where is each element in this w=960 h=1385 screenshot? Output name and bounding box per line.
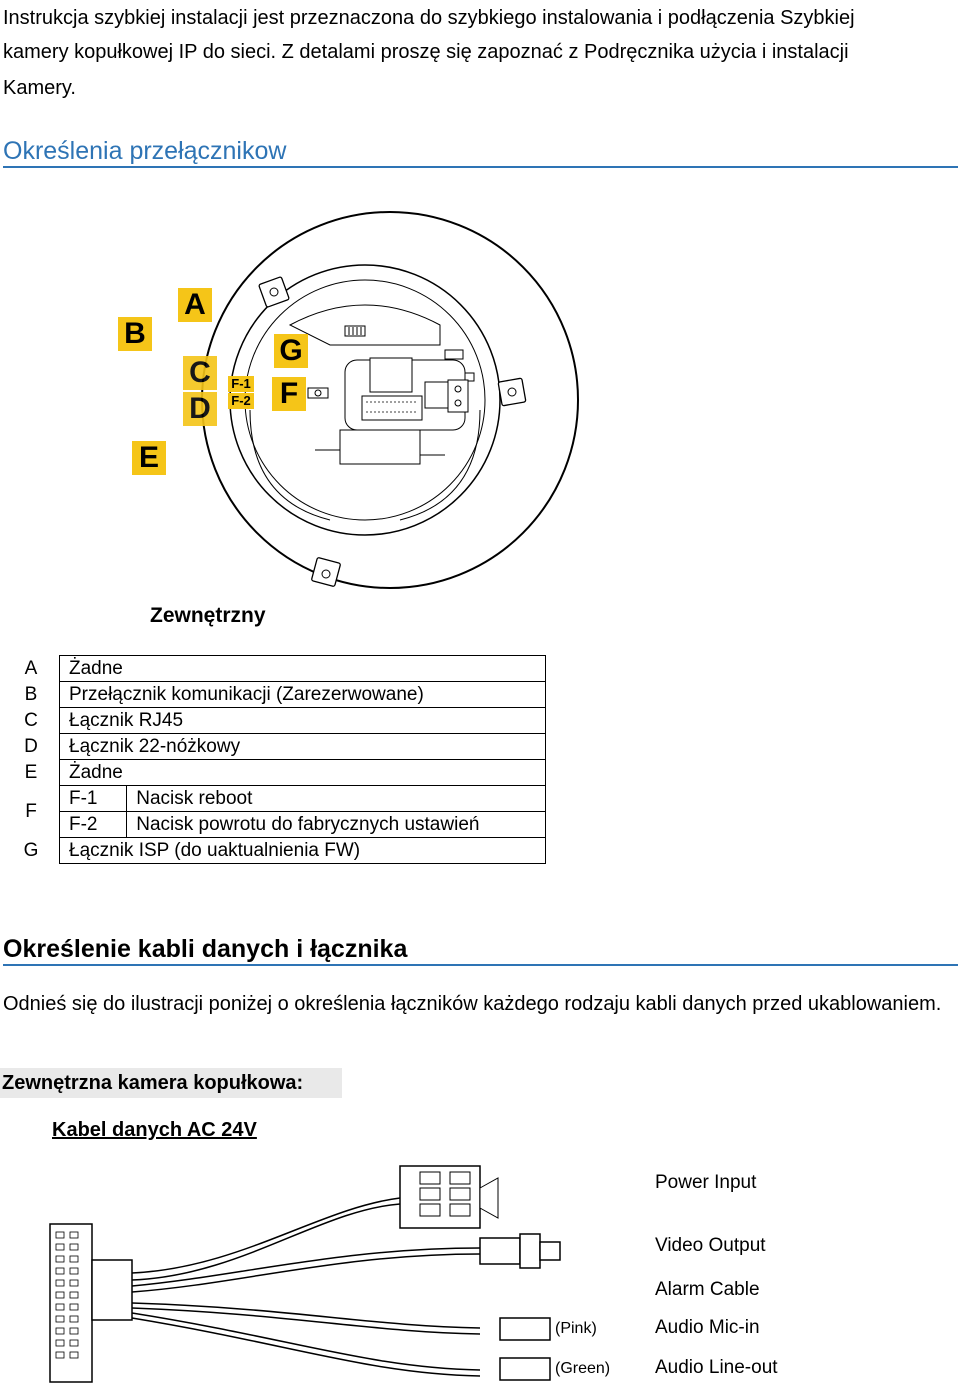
dip-switch — [345, 326, 365, 336]
intro-line-2: kamery kopułkowej IP do sieci. Z detalami proszę się zapoznać z Podręcznika użycia i instalacji — [3, 41, 849, 63]
cable-title: Kabel danych AC 24V — [52, 1119, 257, 1141]
audio-line-jack — [500, 1358, 550, 1380]
rj45-port — [370, 358, 412, 392]
diagram-label-d: D — [183, 392, 217, 426]
table-row — [3, 786, 546, 812]
row-desc: Żadne — [60, 760, 546, 786]
row-desc: Żadne — [60, 656, 546, 682]
row-key: F — [25, 800, 37, 822]
outdoor-dome-heading: Zewnętrzna kamera kopułkowa: — [0, 1068, 342, 1098]
diagram-label-f: F — [272, 377, 306, 411]
row-key: A — [24, 657, 38, 679]
row-key: B — [24, 683, 38, 705]
bnc-connector — [480, 1238, 520, 1264]
diagram-label-f1: F-1 — [228, 376, 254, 392]
cable-diagram — [40, 1148, 640, 1385]
row-subkey: F-2 — [60, 812, 127, 838]
row-key: G — [23, 839, 39, 861]
diagram-label-f2: F-2 — [228, 393, 254, 409]
row-key: D — [24, 735, 38, 757]
cable-label-alarm: Alarm Cable — [655, 1279, 760, 1300]
cable-label-video: Video Output — [655, 1235, 766, 1256]
switch-definitions-heading: Określenia przełącznikow — [3, 136, 958, 168]
cable-label-power: Power Input — [655, 1172, 757, 1193]
cable-label-mic: Audio Mic-in — [655, 1317, 760, 1338]
intro-line-1: Instrukcja szybkiej instalacji jest przeznaczona do szybkiego instalowania i podłączenia Szybkiej — [3, 7, 855, 29]
table-row — [3, 682, 546, 708]
table-row — [3, 708, 546, 734]
row-desc: Nacisk powrotu do fabrycznych ustawień — [127, 812, 546, 838]
row-key: E — [24, 761, 38, 783]
row-key: C — [24, 709, 38, 731]
diagram-label-b: B — [118, 317, 152, 351]
diagram-label-e: E — [132, 441, 166, 475]
row-desc: Nacisk reboot — [127, 786, 546, 812]
diagram-label-g: G — [274, 334, 308, 368]
cable-definitions-heading: Określenie kabli danych i łącznika — [3, 934, 958, 966]
22pin-connector — [362, 396, 422, 420]
cable-paragraph: Odnieś się do ilustracji poniżej o określenia łączników każdego rodzaju kabli danych przed ukablowaniem. — [3, 993, 942, 1015]
table-row — [3, 838, 546, 864]
audio-mic-jack — [500, 1318, 550, 1340]
intro-line-3: Kamery. — [3, 77, 76, 99]
row-subkey: F-1 — [60, 786, 127, 812]
cable-label-line: Audio Line-out — [655, 1357, 778, 1378]
cable-color-green: (Green) — [555, 1360, 611, 1377]
diagram-caption: Zewnętrzny — [150, 604, 266, 627]
switch-table — [3, 655, 546, 864]
row-desc: Łącznik 22-nóżkowy — [60, 734, 546, 760]
row-desc: Łącznik RJ45 — [60, 708, 546, 734]
table-row — [3, 656, 546, 682]
cable-color-pink: (Pink) — [555, 1320, 597, 1337]
table-row — [3, 734, 546, 760]
table-row — [3, 760, 546, 786]
row-desc: Łącznik ISP (do uaktualnienia FW) — [60, 838, 546, 864]
row-desc: Przełącznik komunikacji (Zarezerwowane) — [60, 682, 546, 708]
diagram-label-a: A — [178, 288, 212, 322]
table-row — [3, 812, 546, 838]
diagram-label-c: C — [183, 356, 217, 390]
